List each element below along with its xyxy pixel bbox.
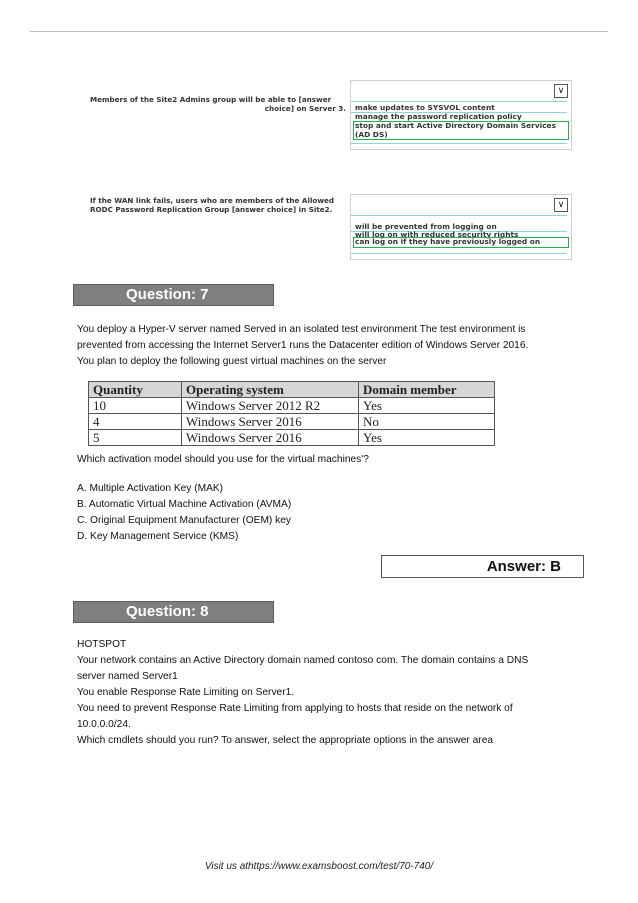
- question-8-line: Which cmdlets should you run? To answer, select the appropriate options in the answer area: [77, 735, 494, 746]
- question-8-line: You enable Response Rate Limiting on Server1.: [77, 687, 295, 698]
- table-cell: Yes: [359, 430, 495, 446]
- answer-option-c: C. Original Equipment Manufacturer (OEM) key: [77, 515, 292, 526]
- hotspot-q1-line: Members of the Site2 Admins group will be able to [answer: [90, 95, 332, 104]
- table-row: [89, 430, 495, 446]
- question-7-line: prevented from accessing the Internet Server1 runs the Datacenter edition of Windows Server 2016.: [77, 340, 529, 351]
- hotspot-q2-line: RODC Password Replication Group [answer choice] in Site2.: [90, 205, 333, 214]
- top-rule: [30, 31, 608, 32]
- divider: [351, 215, 567, 216]
- answer-option-a: A. Multiple Activation Key (MAK): [77, 483, 224, 494]
- question-7-prompt: Which activation model should you use for the virtual machines'?: [77, 454, 369, 465]
- chevron-down-icon[interactable]: ∨: [554, 84, 568, 98]
- vm-table: [88, 381, 495, 446]
- table-row: [89, 398, 495, 414]
- hotspot-option[interactable]: will log on with reduced security rights: [355, 230, 519, 239]
- hotspot-q2-line: If the WAN link fails, users who are members of the Allowed: [90, 196, 335, 205]
- question-8-line: HOTSPOT: [77, 639, 127, 650]
- table-cell: 10: [89, 398, 182, 414]
- question-7-banner: Question: 7: [73, 284, 274, 306]
- question-7-line: You deploy a Hyper-V server named Served in an isolated test environment The test environment is: [77, 324, 526, 335]
- table-header-row: [89, 382, 495, 398]
- table-cell: Windows Server 2016: [182, 414, 359, 430]
- question-8-line: You need to prevent Response Rate Limiting from applying to hosts that reside on the network of: [77, 703, 513, 714]
- hotspot-question-2: [90, 196, 346, 214]
- answer-label: Answer: B: [486, 558, 561, 575]
- divider: [351, 101, 567, 102]
- question-7-options: [77, 481, 577, 545]
- column-header-operating-system: Operating system: [182, 382, 359, 398]
- hotspot-answer-panel-1: [350, 80, 572, 150]
- divider: [351, 253, 567, 254]
- hotspot-option[interactable]: (AD DS): [355, 130, 388, 139]
- question-7-line: You plan to deploy the following guest virtual machines on the server: [77, 356, 387, 367]
- hotspot-option[interactable]: can log on if they have previously logged on: [355, 237, 541, 246]
- question-8-line: 10.0.0.0/24.: [77, 719, 131, 730]
- column-header-domain-member: Domain member: [359, 382, 495, 398]
- answer-option-d: D. Key Management Service (KMS): [77, 531, 239, 542]
- table-row: [89, 414, 495, 430]
- divider: [351, 143, 567, 144]
- table-cell: 5: [89, 430, 182, 446]
- chevron-down-icon[interactable]: ∨: [554, 198, 568, 212]
- table-cell: Windows Server 2012 R2: [182, 398, 359, 414]
- hotspot-option[interactable]: make updates to SYSVOL content: [355, 103, 495, 112]
- hotspot-question-1: [90, 95, 346, 113]
- hotspot-option[interactable]: will be prevented from logging on: [355, 222, 497, 231]
- table-cell: 4: [89, 414, 182, 430]
- question-7-intro: [77, 322, 577, 370]
- table-cell: Windows Server 2016: [182, 430, 359, 446]
- footer-link[interactable]: Visit us athttps://www.examsboost.com/test/70-740/: [204, 861, 434, 872]
- question-8-line: server named Server1: [77, 671, 178, 682]
- hotspot-q1-line: choice] on Server 3.: [264, 104, 346, 113]
- hotspot-answer-panel-2: [350, 194, 572, 260]
- column-header-quantity: Quantity: [89, 382, 182, 398]
- question-8-banner: Question: 8: [73, 601, 274, 623]
- table-cell: Yes: [359, 398, 495, 414]
- answer-box: [381, 555, 584, 578]
- hotspot-option[interactable]: manage the password replication policy: [355, 112, 522, 121]
- question-8-line: Your network contains an Active Directory domain named contoso com. The domain contains a DNS: [77, 655, 529, 666]
- answer-option-b: B. Automatic Virtual Machine Activation (AVMA): [77, 499, 292, 510]
- table-cell: No: [359, 414, 495, 430]
- question-8-body: [77, 637, 577, 749]
- hotspot-option[interactable]: stop and start Active Directory Domain Services: [355, 121, 556, 130]
